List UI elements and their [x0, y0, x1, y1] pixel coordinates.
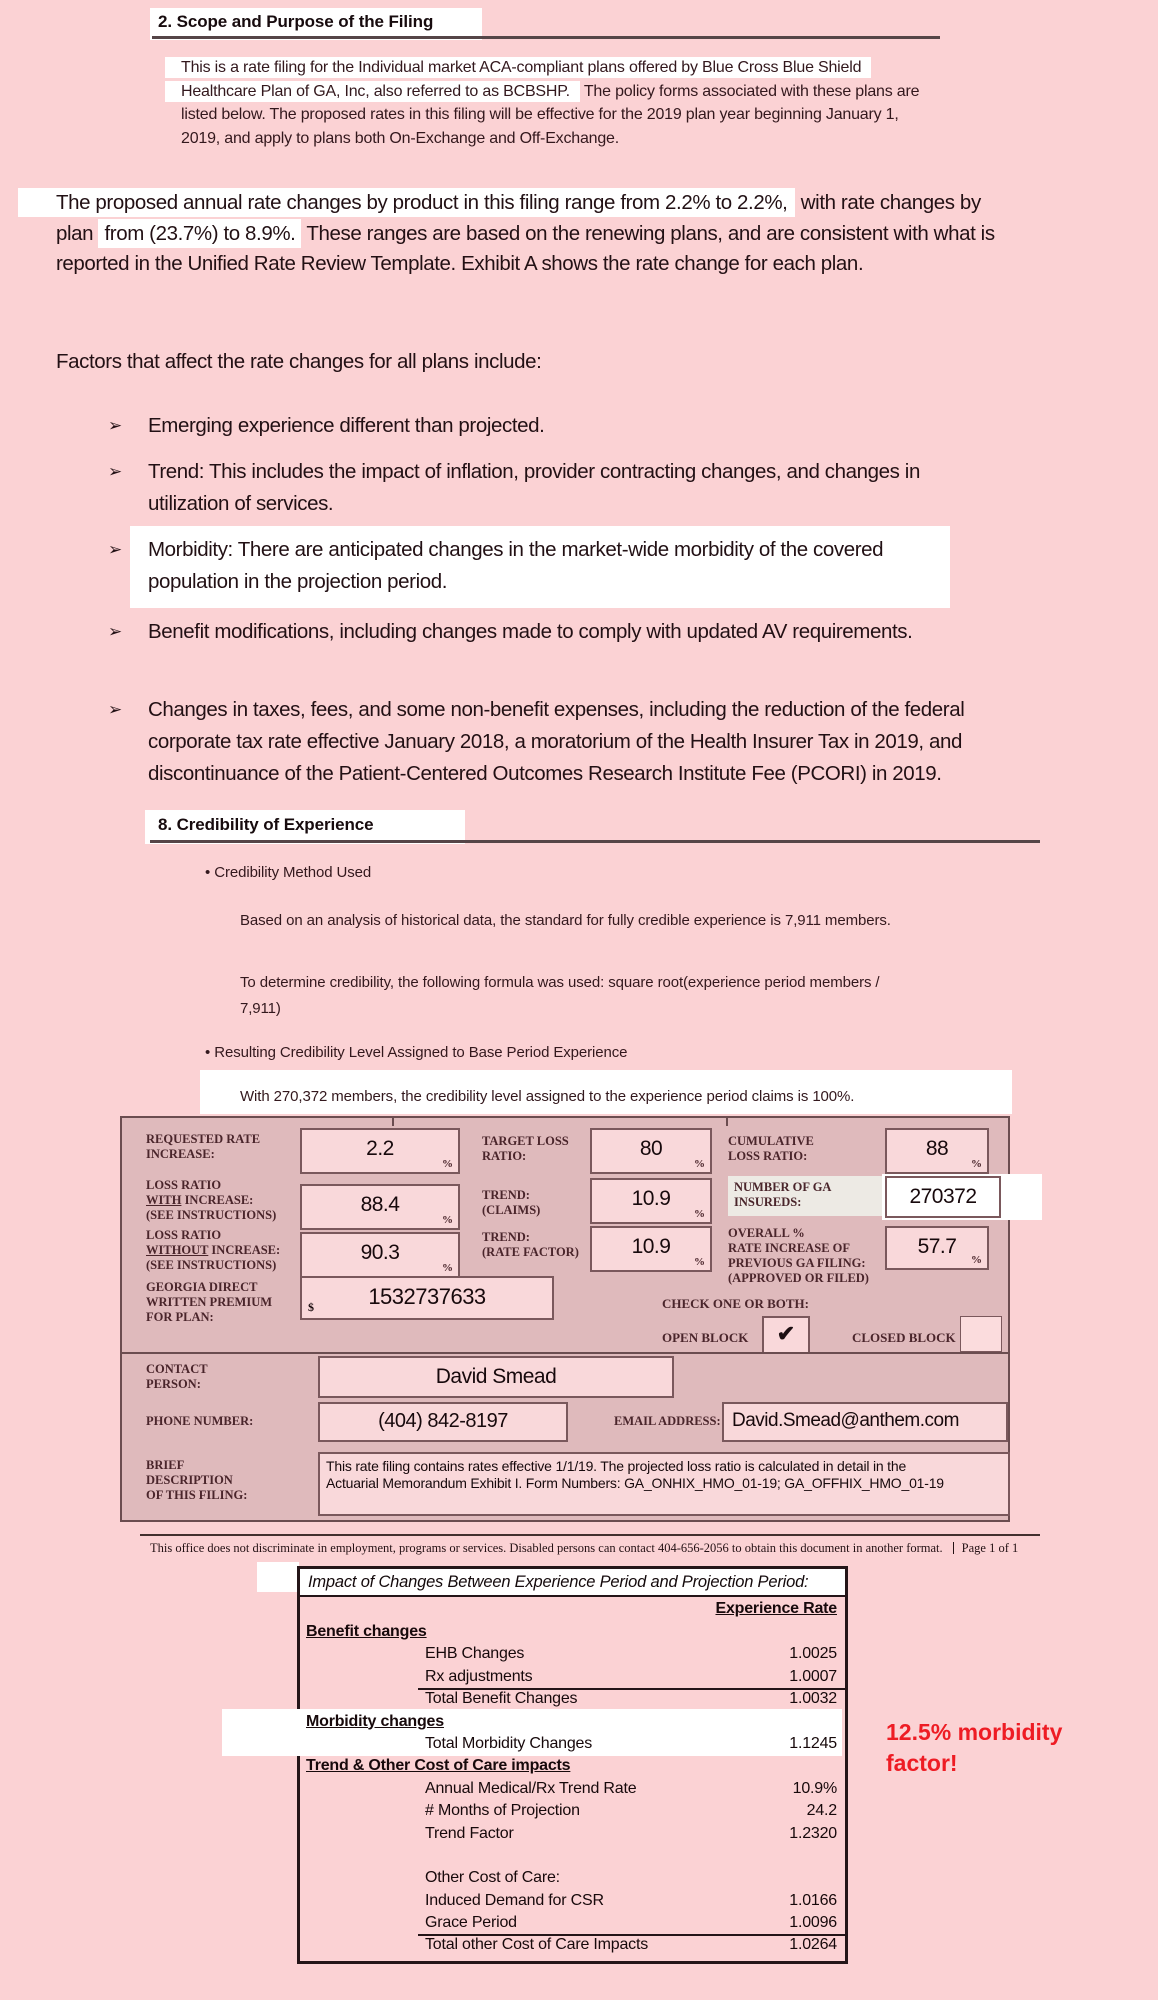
ga-insureds-field: 270372: [885, 1176, 1001, 1218]
formula-line2: 7,911): [240, 1000, 281, 1017]
section8-heading: 8. Credibility of Experience: [158, 815, 374, 834]
ga-insureds-label: NUMBER OF GA INSUREDS:: [734, 1180, 832, 1209]
credibility-method-item: • Credibility Method Used: [205, 864, 372, 881]
requested-rate-label: REQUESTED RATE INCREASE:: [146, 1132, 261, 1161]
bullet-line: Emerging experience different than projected.: [148, 414, 545, 437]
loss-ratio-with-field: 88.4 %: [300, 1184, 460, 1230]
bullet-line: population in the projection period.: [148, 570, 448, 593]
scope-line2-rest: The policy forms associated with these plans are: [579, 82, 920, 100]
phone-number-label: PHONE NUMBER:: [146, 1414, 254, 1428]
arrow-bullet-icon: ➢: [108, 416, 122, 435]
cumulative-loss-ratio-label: CUMULATIVE LOSS RATIO:: [728, 1134, 814, 1163]
bullet-morbidity: [108, 534, 884, 598]
page-number: Page 1 of 1: [961, 1541, 1019, 1555]
loss-ratio-without-label: LOSS RATIO WITHOUT INCREASE: (SEE INSTRUCTIONS): [146, 1228, 281, 1272]
annotation-line2: factor!: [886, 1750, 958, 1776]
credibility-standard-text: Based on an analysis of historical data, the standard for fully credible experience is 7,911 members.: [240, 912, 891, 929]
contact-person-label: CONTACT PERSON:: [146, 1362, 208, 1391]
bullet-line: Benefit modifications, including changes made to comply with updated AV requirements.: [148, 620, 913, 643]
closed-block-checkbox: [960, 1316, 1002, 1352]
nondiscrimination-notice: This office does not discriminate in employment, programs or services. Disabled persons can contact 404-656-2056 to obtain this document in another format.: [150, 1541, 943, 1555]
scope-line4: 2019, and apply to plans both On-Exchange and Off-Exchange.: [181, 129, 619, 147]
table-row: Other Cost of Care:: [425, 1869, 560, 1887]
table-row: # Months of Projection 24.2: [425, 1802, 837, 1820]
impact-table-title: Impact of Changes Between Experience Period and Projection Period:: [300, 1569, 845, 1597]
table-row: Trend & Other Cost of Care impacts: [306, 1757, 571, 1775]
closed-block-label: CLOSED BLOCK: [852, 1330, 956, 1345]
table-row: [300, 1845, 845, 1867]
bullet-line: Morbidity: There are anticipated changes in the market-wide morbidity of the covered: [148, 538, 884, 561]
trend-rate-factor-field: 10.9 %: [590, 1226, 712, 1272]
loss-ratio-without-field: 90.3 %: [300, 1232, 460, 1278]
written-premium-field: $ 1532737633: [300, 1276, 554, 1320]
written-premium-label: GEORGIA DIRECT WRITTEN PREMIUM FOR PLAN:: [146, 1280, 273, 1324]
section2-heading-rule: [152, 36, 940, 39]
table-header-row: Experience Rate: [715, 1600, 837, 1617]
credibility-result-text: With 270,372 members, the credibility level assigned to the experience period claims is 100%.: [240, 1088, 855, 1105]
bullet-emerging-experience: [108, 410, 545, 442]
rate-line2-pre: plan: [56, 221, 99, 245]
bullet-trend: [108, 456, 920, 520]
requested-rate-field: 2.2 %: [300, 1128, 460, 1174]
scope-line1: This is a rate filing for the Individual market ACA-compliant plans offered by Blue Cross Blue Shield: [165, 57, 871, 78]
description-line2: Actuarial Memorandum Exhibit I. Form Numbers: GA_ONHIX_HMO_01-19; GA_OFFHIX_HMO_01-19: [326, 1475, 944, 1491]
footer-rule: [140, 1534, 1040, 1536]
annotation-line1: 12.5% morbidity: [886, 1719, 1063, 1745]
credibility-formula-text: [240, 970, 880, 1022]
cumulative-loss-ratio-field: 88 %: [885, 1128, 989, 1174]
rate-line3: reported in the Unified Rate Review Template. Exhibit A shows the rate change for each plan.: [56, 252, 864, 275]
email-address-field: David.Smead@anthem.com: [722, 1402, 1008, 1442]
impact-table-rows: [300, 1597, 845, 1957]
brief-description-label: BRIEF DESCRIPTION OF THIS FILING:: [146, 1458, 248, 1502]
table-row: Total other Cost of Care Impacts 1.0264: [300, 1934, 845, 1956]
bullet-line: discontinuance of the Patient-Centered Outcomes Research Institute Fee (PCORI) in 2019.: [148, 762, 942, 785]
table-row: Total Benefit Changes 1.0032: [300, 1688, 845, 1710]
plan-range-highlight: from (23.7%) to 8.9%.: [98, 219, 301, 248]
bullet-taxes-fees: [108, 694, 965, 790]
phone-number-field: (404) 842-8197: [318, 1402, 568, 1442]
contact-person-field: David Smead: [318, 1356, 674, 1398]
rate-line2-rest: These ranges are based on the renewing plans, and are consistent with what is: [301, 221, 995, 245]
rate-filing-form: [120, 1116, 1010, 1522]
bullet-benefit-modifications: [108, 616, 913, 648]
section8-heading-rule: [150, 840, 1040, 843]
credibility-level-item: • Resulting Credibility Level Assigned to Base Period Experience: [205, 1044, 628, 1061]
rate-change-paragraph: [56, 188, 995, 280]
bullet-line: corporate tax rate effective January 2018, a moratorium of the Health Insurer Tax in 2019, and: [148, 730, 963, 753]
arrow-bullet-icon: ➢: [108, 622, 122, 641]
target-loss-ratio-label: TARGET LOSS RATIO:: [482, 1134, 569, 1163]
open-block-checkbox: [762, 1316, 810, 1354]
scope-line2-highlight: Healthcare Plan of GA, Inc, also referred to as BCBSHP.: [165, 81, 580, 102]
loss-ratio-with-label: LOSS RATIO WITH INCREASE: (SEE INSTRUCTIONS): [146, 1178, 277, 1222]
form-column-tick: [726, 1118, 728, 1126]
email-address-label: EMAIL ADDRESS:: [614, 1414, 721, 1428]
arrow-bullet-icon: ➢: [108, 462, 122, 481]
open-block-label: OPEN BLOCK: [662, 1330, 749, 1345]
bullet-line: Trend: This includes the impact of inflation, provider contracting changes, and changes in: [148, 460, 920, 483]
table-row: Rx adjustments 1.0007: [425, 1667, 837, 1685]
table-title-highlight-band: [257, 1562, 299, 1592]
table-row: Annual Medical/Rx Trend Rate 10.9%: [425, 1779, 837, 1797]
check-one-or-both-label: CHECK ONE OR BOTH:: [662, 1296, 809, 1311]
table-row: Induced Demand for CSR 1.0166: [425, 1891, 837, 1909]
overall-rate-increase-label: OVERALL % RATE INCREASE OF PREVIOUS GA FILING: (APPROVED OR FILED): [728, 1226, 869, 1285]
morbidity-factor-annotation: [886, 1717, 1062, 1779]
brief-description-field: [318, 1452, 1010, 1516]
table-row: Total Morbidity Changes 1.1245: [425, 1734, 837, 1752]
bullet-line: Changes in taxes, fees, and some non-benefit expenses, including the reduction of the federal: [148, 698, 965, 721]
scope-paragraph: [181, 56, 919, 150]
rate-line1-rest: with rate changes by: [795, 191, 981, 214]
table-row: Benefit changes: [306, 1622, 427, 1640]
footer-divider: [953, 1542, 954, 1554]
table-row: Grace Period 1.0096: [425, 1914, 837, 1932]
overall-rate-increase-field: 57.7 %: [885, 1226, 989, 1270]
target-loss-ratio-field: 80 %: [590, 1128, 712, 1174]
trend-claims-label: TREND: (CLAIMS): [482, 1188, 541, 1217]
bullet-line: utilization of services.: [148, 492, 334, 515]
formula-line1: To determine credibility, the following formula was used: square root(experience period members /: [240, 974, 880, 991]
arrow-bullet-icon: ➢: [108, 700, 122, 719]
table-row: Morbidity changes: [306, 1712, 444, 1730]
arrow-bullet-icon: ➢: [108, 540, 122, 559]
trend-rate-factor-label: TREND: (RATE FACTOR): [482, 1230, 579, 1259]
scope-line3: listed below. The proposed rates in this filing will be effective for the 2019 plan year beginning January 1,: [181, 106, 899, 123]
page-footer: [150, 1541, 1050, 1556]
description-line1: This rate filing contains rates effective 1/1/19. The projected loss ratio is calculated in detail in the: [326, 1458, 907, 1474]
form-column-tick: [392, 1118, 394, 1126]
factors-intro: Factors that affect the rate changes for all plans include:: [56, 350, 542, 373]
impact-of-changes-table: [297, 1566, 848, 1964]
table-row: Trend Factor 1.2320: [425, 1824, 837, 1842]
check-mark-icon: ✔: [776, 1321, 796, 1346]
form-divider: [122, 1352, 1008, 1354]
section2-heading: 2. Scope and Purpose of the Filing: [158, 12, 434, 31]
rate-range-highlight: The proposed annual rate changes by product in this filing range from 2.2% to 2.2%,: [18, 188, 795, 217]
table-row: EHB Changes 1.0025: [425, 1645, 837, 1663]
trend-claims-field: 10.9 %: [590, 1178, 712, 1224]
